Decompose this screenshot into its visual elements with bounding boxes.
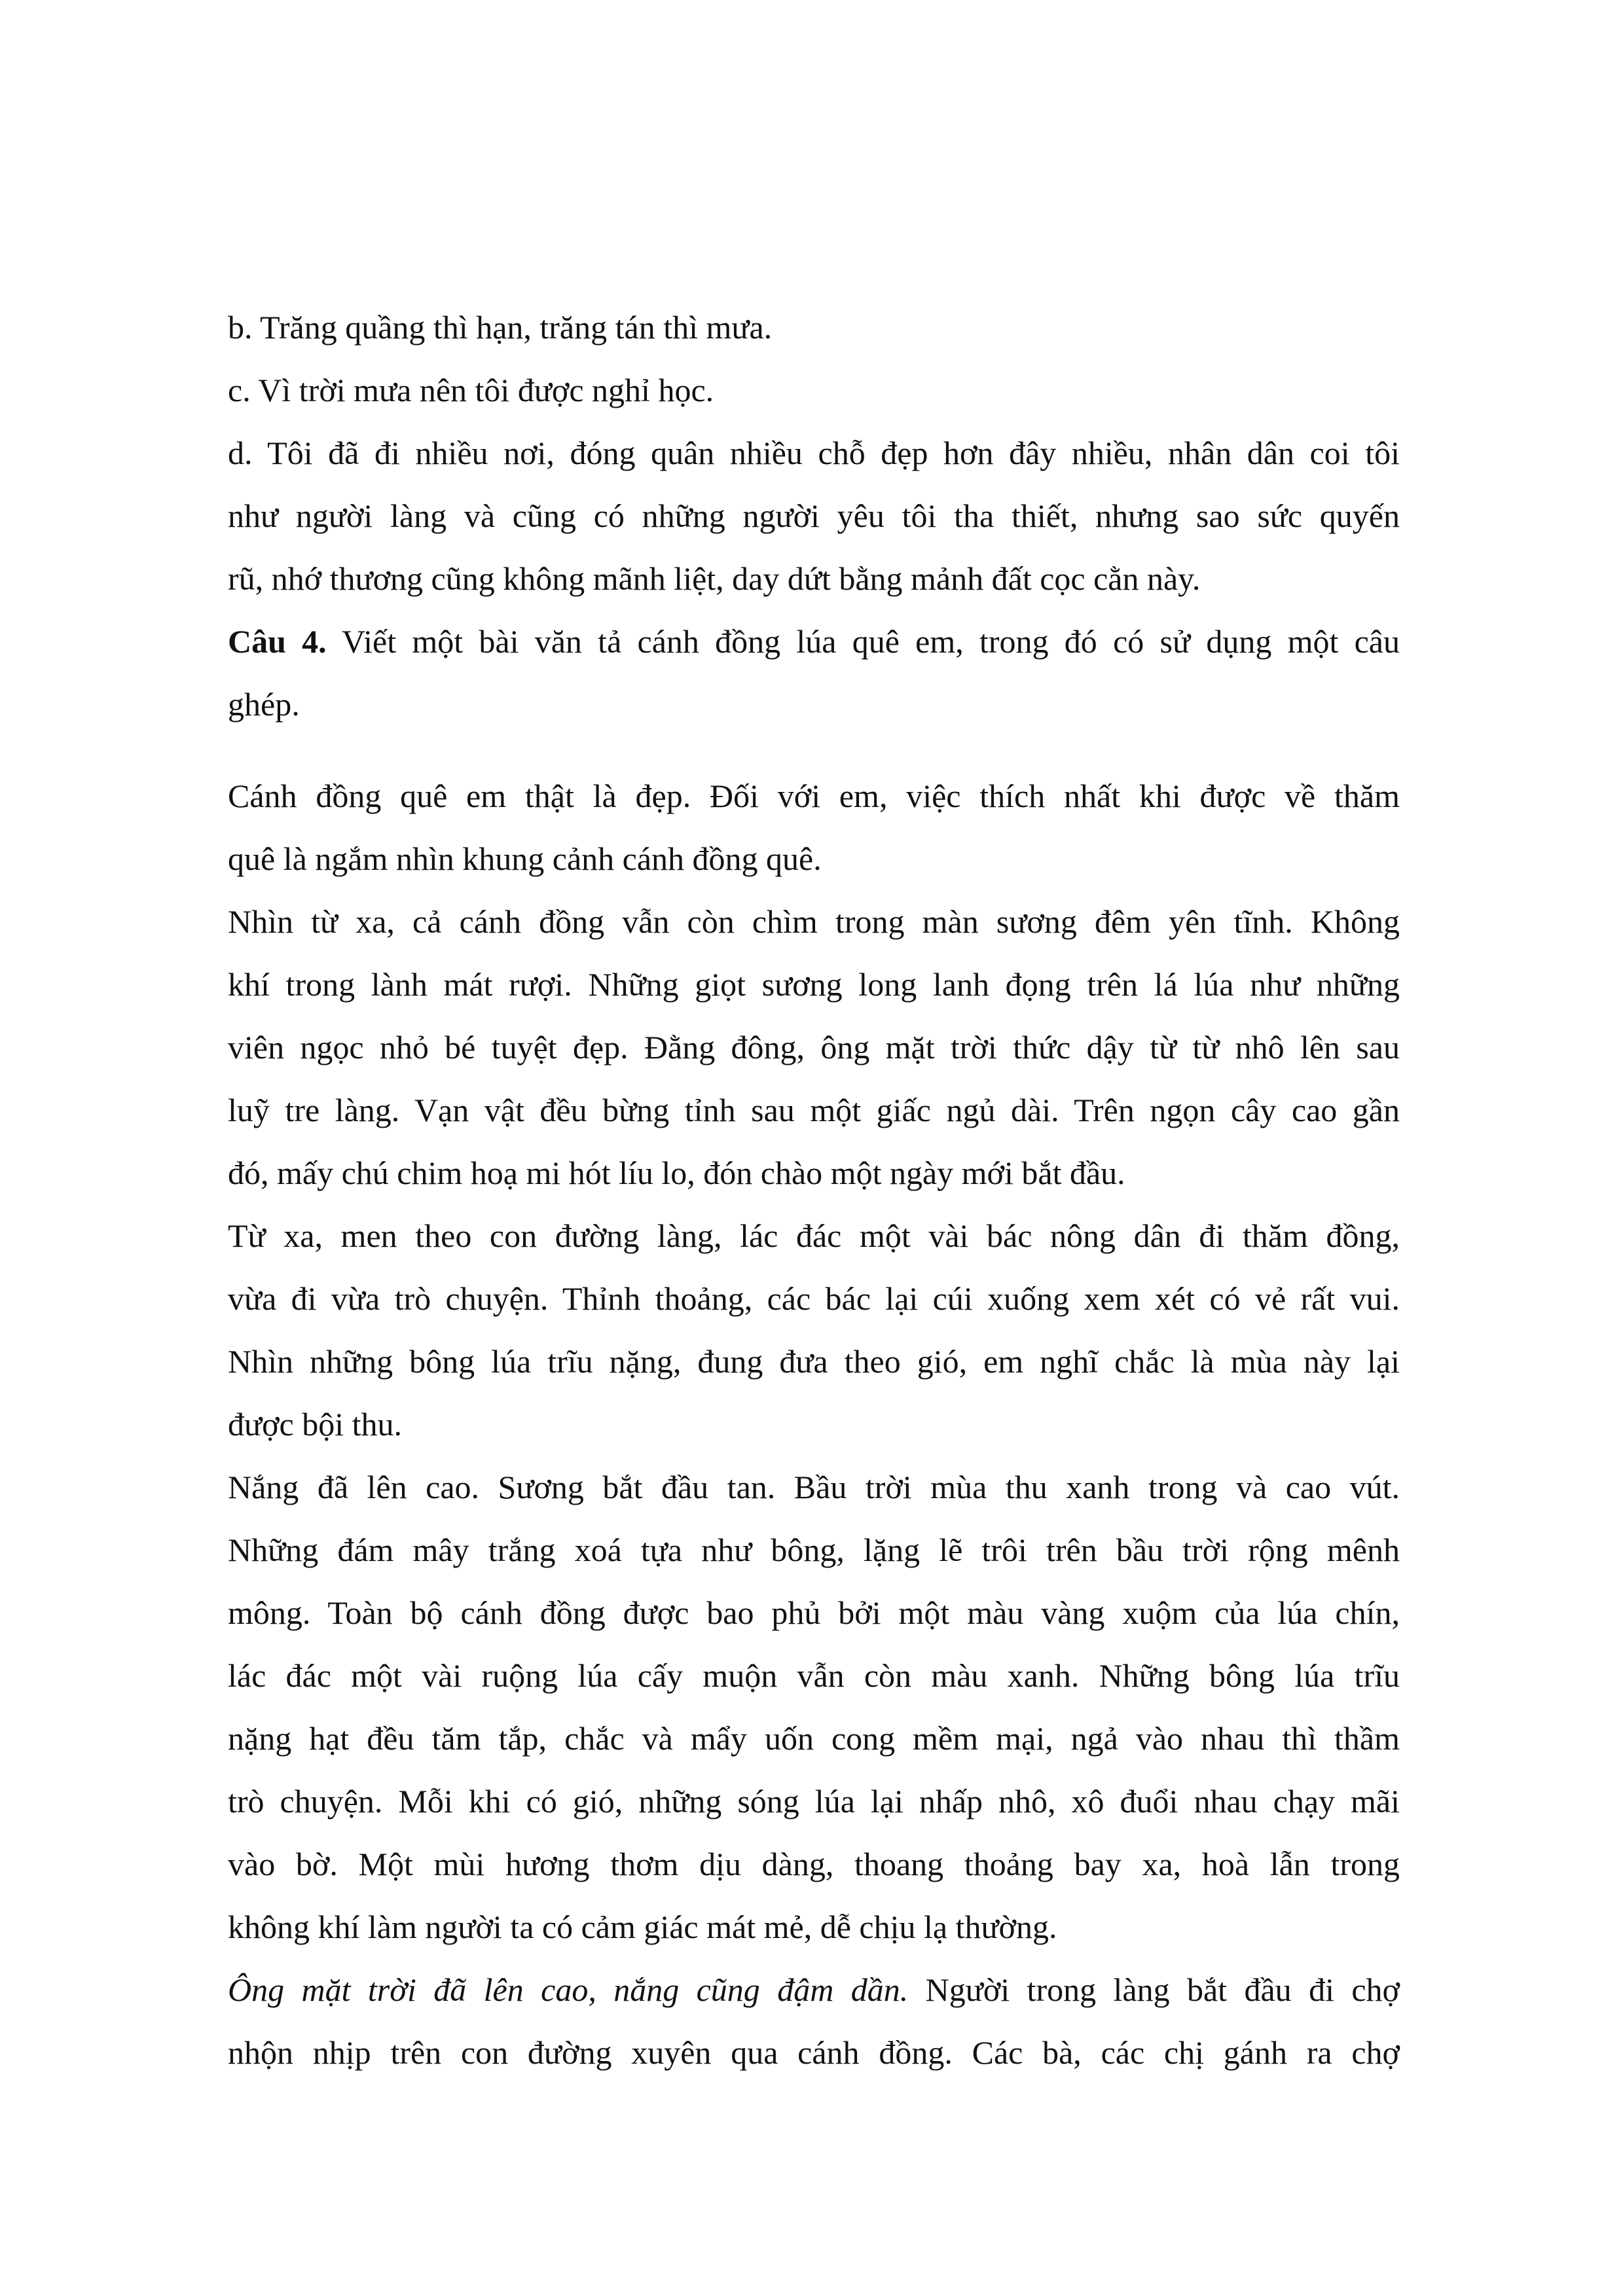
essay-p2-line-3: viên ngọc nhỏ bé tuyệt đẹp. Đằng đông, ông mặt trời thức dậy từ từ nhô lên sau — [228, 1029, 1400, 1066]
essay-p2-line-5: đó, mấy chú chim hoạ mi hót líu lo, đón chào một ngày mới bắt đầu. — [228, 1155, 1125, 1191]
essay-p4-line-8: không khí làm người ta có cảm giác mát mẻ, dễ chịu lạ thường. — [228, 1909, 1057, 1945]
essay-p5-line-1-rest: Người trong làng bắt đầu đi chợ — [908, 1971, 1400, 2008]
essay-p5-line-1 — [228, 1958, 1400, 2021]
question-4-label: Câu 4. — [228, 623, 327, 660]
essay-p4-line-7: vào bờ. Một mùi hương thơm dịu dàng, thoang thoảng bay xa, hoà lẫn trong — [228, 1846, 1400, 1882]
essay-p4-line-3: mông. Toàn bộ cánh đồng được bao phủ bởi một màu vàng xuộm của lúa chín, — [228, 1594, 1400, 1631]
essay-p1-line-1: Cánh đồng quê em thật là đẹp. Đối với em, việc thích nhất khi được về thăm — [228, 778, 1400, 814]
question-4-text: Viết một bài văn tả cánh đồng lúa quê em, trong đó có sử dụng một câu — [326, 623, 1400, 660]
option-c: c. Vì trời mưa nên tôi được nghỉ học. — [228, 372, 714, 408]
essay-p3-line-3: Nhìn những bông lúa trĩu nặng, đung đưa theo gió, em nghĩ chắc là mùa này lại — [228, 1343, 1400, 1380]
option-d-line-3: rũ, nhớ thương cũng không mãnh liệt, day dứt bằng mảnh đất cọc cằn này. — [228, 560, 1201, 597]
essay-p4-line-1: Nắng đã lên cao. Sương bắt đầu tan. Bầu trời mùa thu xanh trong và cao vút. — [228, 1469, 1400, 1505]
option-d-line-1: d. Tôi đã đi nhiều nơi, đóng quân nhiều chỗ đẹp hơn đây nhiều, nhân dân coi tôi — [228, 435, 1400, 471]
option-d-line-2: như người làng và cũng có những người yêu tôi tha thiết, nhưng sao sức quyến — [228, 497, 1400, 534]
document-body — [228, 296, 1400, 2084]
essay-p3-line-4: được bội thu. — [228, 1406, 403, 1443]
compound-sentence-italic: Ông mặt trời đã lên cao, nắng cũng đậm dần. — [228, 1971, 909, 2008]
essay-p1-line-2: quê là ngắm nhìn khung cảnh cánh đồng quê. — [228, 840, 822, 877]
essay-p4-line-6: trò chuyện. Mỗi khi có gió, những sóng lúa lại nhấp nhô, xô đuổi nhau chạy mãi — [228, 1783, 1400, 1820]
essay-p4-line-4: lác đác một vài ruộng lúa cấy muộn vẫn còn màu xanh. Những bông lúa trĩu — [228, 1657, 1400, 1694]
essay-p4-line-5: nặng hạt đều tăm tắp, chắc và mẩy uốn cong mềm mại, ngả vào nhau thì thầm — [228, 1720, 1400, 1757]
question-4-line-2: ghép. — [228, 686, 300, 723]
option-b: b. Trăng quầng thì hạn, trăng tán thì mưa. — [228, 309, 773, 346]
paragraph-gap — [228, 736, 1400, 764]
essay-p2-line-1: Nhìn từ xa, cả cánh đồng vẫn còn chìm trong màn sương đêm yên tĩnh. Không — [228, 903, 1400, 940]
essay-p2-line-4: luỹ tre làng. Vạn vật đều bừng tỉnh sau một giấc ngủ dài. Trên ngọn cây cao gần — [228, 1092, 1400, 1128]
essay-p2-line-2: khí trong lành mát rượi. Những giọt sương long lanh đọng trên lá lúa như những — [228, 966, 1400, 1003]
question-4-line-1 — [228, 610, 1400, 673]
essay-p3-line-2: vừa đi vừa trò chuyện. Thỉnh thoảng, các bác lại cúi xuống xem xét có vẻ rất vui. — [228, 1280, 1400, 1317]
essay-p3-line-1: Từ xa, men theo con đường làng, lác đác một vài bác nông dân đi thăm đồng, — [228, 1217, 1400, 1254]
essay-p4-line-2: Những đám mây trắng xoá tựa như bông, lặng lẽ trôi trên bầu trời rộng mênh — [228, 1532, 1400, 1568]
essay-p5-line-2: nhộn nhịp trên con đường xuyên qua cánh đồng. Các bà, các chị gánh ra chợ — [228, 2034, 1400, 2071]
